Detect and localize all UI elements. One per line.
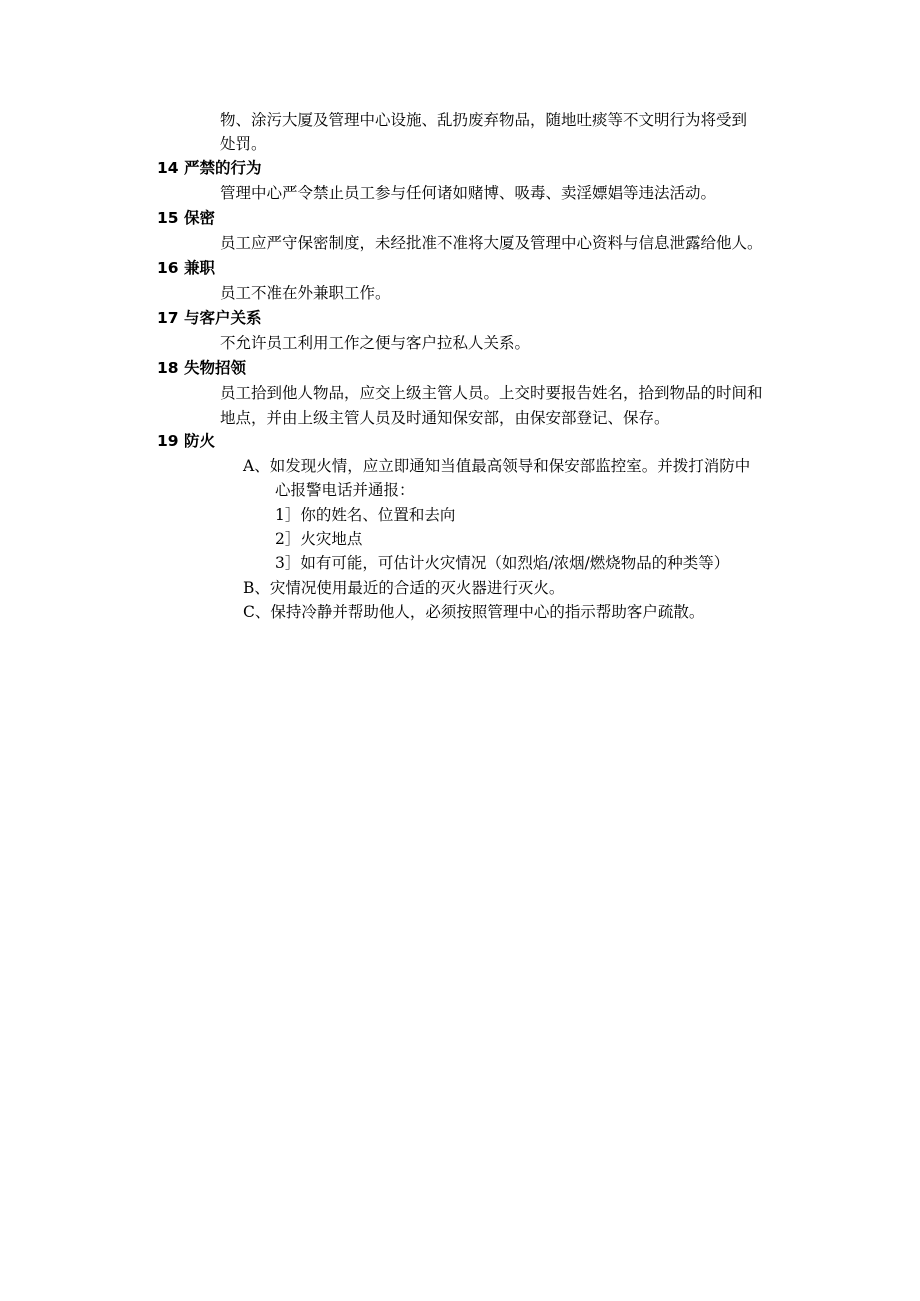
fire-item-a-line-1: A、如发现火情，应立即通知当值最高领导和保安部监控室。并拨打消防中	[243, 457, 751, 475]
section-heading-15: 15 保密	[157, 209, 215, 227]
section-15-text: 员工应严守保密制度，未经批准不准将大厦及管理中心资料与信息泄露给他人。	[220, 234, 763, 252]
intro-line-1: 物、涂污大厦及管理中心设施、乱扔废弃物品，随地吐痰等不文明行为将受到	[220, 111, 748, 129]
fire-item-a-line-2: 心报警电话并通报：	[275, 481, 415, 499]
section-heading-19: 19 防火	[157, 432, 215, 450]
section-16-text: 员工不准在外兼职工作。	[220, 284, 391, 302]
section-18-text-line-2: 地点，并由上级主管人员及时通知保安部，由保安部登记、保存。	[220, 409, 670, 427]
fire-item-c: C、保持冷静并帮助他人，必须按照管理中心的指示帮助客户疏散。	[243, 603, 705, 621]
section-heading-14: 14 严禁的行为	[157, 159, 262, 177]
fire-item-b: B、灾情况使用最近的合适的灭火器进行灭火。	[243, 579, 565, 597]
section-heading-18: 18 失物招领	[157, 359, 246, 377]
section-heading-16: 16 兼职	[157, 259, 215, 277]
fire-subitem-2: 2］火灾地点	[275, 530, 363, 548]
fire-subitem-3: 3］如有可能，可估计火灾情况（如烈焰/浓烟/燃烧物品的种类等）	[275, 554, 730, 572]
section-heading-17: 17 与客户关系	[157, 309, 262, 327]
intro-line-2: 处罚。	[220, 135, 267, 153]
fire-subitem-1: 1］你的姓名、位置和去向	[275, 506, 456, 524]
section-14-text: 管理中心严令禁止员工参与任何诸如赌博、吸毒、卖淫嫖娼等违法活动。	[220, 184, 717, 202]
section-18-text-line-1: 员工拾到他人物品，应交上级主管人员。上交时要报告姓名，拾到物品的时间和	[220, 384, 763, 402]
section-17-text: 不允许员工利用工作之便与客户拉私人关系。	[220, 334, 531, 352]
